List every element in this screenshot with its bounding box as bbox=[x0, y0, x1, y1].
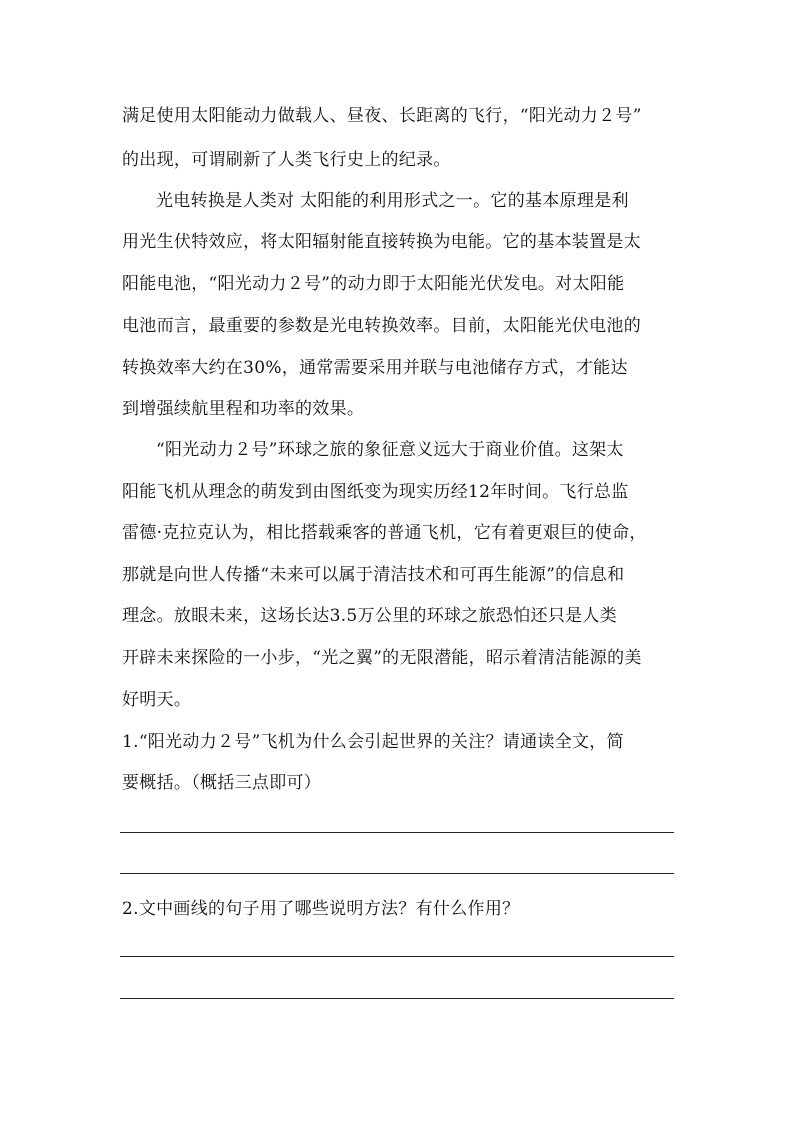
paragraph-2-line-5: 转换效率大约在30%，通常需要采用并联与电池储存方式，才能达 bbox=[122, 358, 628, 378]
question-2-line-1: 2.文中画线的句子用了哪些说明方法？有什么作用？ bbox=[122, 899, 520, 919]
answer-line-4[interactable] bbox=[120, 998, 674, 999]
paragraph-2-line-4: 电池而言，最重要的参数是光电转换效率。目前，太阳能光伏电池的 bbox=[122, 316, 641, 336]
question-1-line-1: 1.“阳光动力２号”飞机为什么会引起世界的关注？请通读全文，简 bbox=[122, 732, 624, 752]
question-1-line-2: 要概括。（概括三点即可） bbox=[122, 773, 322, 793]
paragraph-3-line-3: 雷德·克拉克认为，相比搭载乘客的普通飞机，它有着更艰巨的使命， bbox=[122, 523, 647, 543]
paragraph-3-line-2: 阳能飞机从理念的萌发到由图纸变为现实历经12年时间。飞行总监 bbox=[122, 482, 629, 502]
paragraph-3-line-7: 好明天。 bbox=[122, 690, 192, 710]
paragraph-1-line-2: 的出现，可谓刷新了人类飞行史上的纪录。 bbox=[122, 150, 451, 170]
paragraph-2-line-2: 用光生伏特效应，将太阳辐射能直接转换为电能。它的基本装置是太 bbox=[122, 232, 641, 252]
paragraph-3-line-4: 那就是向世人传播“未来可以属于清洁技术和可再生能源”的信息和 bbox=[122, 565, 625, 585]
answer-line-2[interactable] bbox=[120, 873, 674, 874]
paragraph-3-line-1: “阳光动力２号”环球之旅的象征意义远大于商业价值。这架太 bbox=[156, 440, 624, 460]
paragraph-1-line-1: 满足使用太阳能动力做载人、昼夜、长距离的飞行，“阳光动力２号” bbox=[122, 106, 642, 126]
paragraph-3-line-6: 开辟未来探险的一小步，“光之翼”的无限潜能，昭示着清洁能源的美 bbox=[122, 648, 642, 668]
answer-line-1[interactable] bbox=[120, 832, 674, 833]
paragraph-2-line-6: 到增强续航里程和功率的效果。 bbox=[122, 399, 365, 419]
answer-line-3[interactable] bbox=[120, 956, 674, 957]
paragraph-3-line-5: 理念。放眼未来，这场长达3.5万公里的环球之旅恐怕还只是人类 bbox=[122, 606, 618, 626]
paragraph-2-line-3: 阳能电池，“阳光动力２号”的动力即于太阳能光伏发电。对太阳能 bbox=[122, 274, 625, 294]
paragraph-2-line-1: 光电转换是人类对 太阳能的利用形式之一。它的基本原理是利 bbox=[156, 191, 629, 211]
